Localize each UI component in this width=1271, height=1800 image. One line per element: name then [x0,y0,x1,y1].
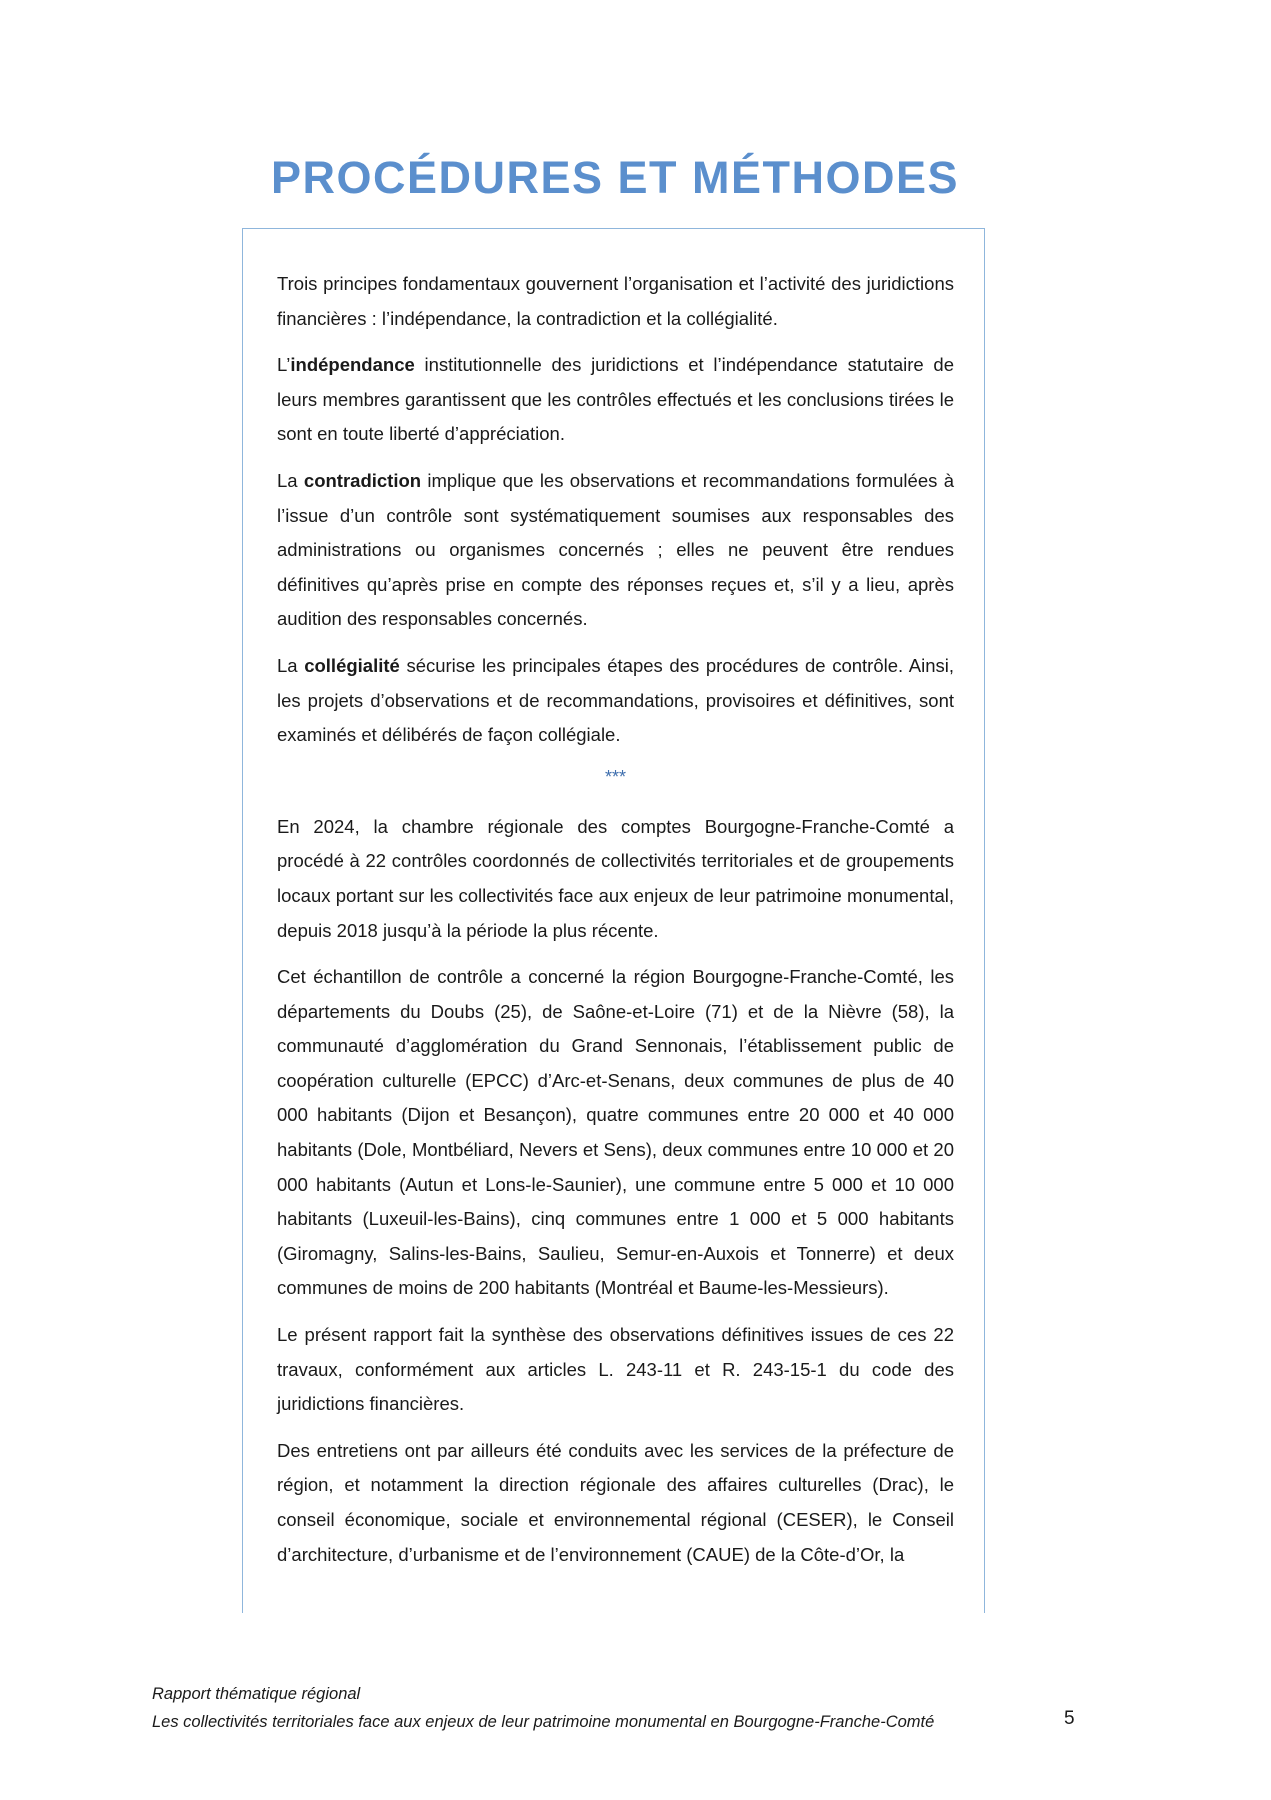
paragraph-sample: Cet échantillon de contrôle a concerné la région Bourgogne-Franche-Comté, les départements du Doubs (25), de Saône-et-Loire (71) et de la Nièvre (58), la communauté d’agglomération du Grand Sennonais, l’établissement public de coopération culturelle (EPCC) d’Arc-et-Senans, deux communes de plus de 40 000 habitants (Dijon et Besançon), quatre communes entre 20 000 et 40 000 habitants (Dole, Montbéliard, Nevers et Sens), deux communes entre 10 000 et 20 000 habitants (Autun et Lons-le-Saunier), une commune entre 5 000 et 10 000 habitants (Luxeuil-les-Bains), cinq communes entre 1 000 et 5 000 habitants (Giromagny, Salins-les-Bains, Saulieu, Semur-en-Auxois et Tonnerre) et deux communes de moins de 200 habitants (Montréal et Baume-les-Messieurs). [277,966,954,1299]
page-number: 5 [1064,1708,1075,1729]
paragraph-principles: Trois principes fondamentaux gouvernent l’organisation et l’activité des juridictions financières : l’indépendance, la contradiction et la collégialité. [277,273,954,329]
paragraph-interviews: Des entretiens ont par ailleurs été conduits avec les services de la préfecture de région, et notamment la direction régionale des affaires culturelles (Drac), le conseil économique, sociale et environnemental régional (CESER), le Conseil d’architecture, d’urbanisme et de l’environnement (CAUE) de la Côte-d’Or, la [277,1439,954,1565]
section-separator: *** [604,766,626,787]
text-fragment: La [277,654,305,676]
footer-report-title: Les collectivités territoriales face aux enjeux de leur patrimoine monumental en Bourgogne-Franche-Comté [152,1713,935,1731]
bold-term-contradiction: contradiction [303,469,422,491]
text-fragment: implique que les observations et recommandations formulées à l’issue d’un contrôle sont systématiquement soumises aux responsables des administrations ou organismes concernés ; elles ne peuvent être rendues définitives qu’après prise en compte des réponses reçues et, s’il y a lieu, après audition des responsables concernés. [277,469,954,630]
paragraph-controls-2024: En 2024, la chambre régionale des comptes Bourgogne-Franche-Comté a procédé à 22 contrôles coordonnés de collectivités territoriales et de groupements locaux portant sur les collectivités face aux enjeux de leur patrimoine monumental, depuis 2018 jusqu’à la période la plus récente. [277,815,954,941]
content-body [277,267,954,1584]
paragraph-synthesis: Le présent rapport fait la synthèse des observations définitives issues de ces 22 travaux, conformément aux articles L. 243-11 et R. 243-15-1 du code des juridictions financières. [277,1324,954,1415]
text-fragment: La [277,469,304,491]
text-fragment: sécurise les principales étapes des procédures de contrôle. Ainsi, les projets d’observations et de recommandations, provisoires et définitives, sont examinés et délibérés de façon collégiale. [277,654,954,746]
page-footer [152,1680,1052,1736]
bold-term-collegialite: collégialité [304,654,400,676]
page-title: PROCÉDURES ET MÉTHODES [270,152,960,203]
paragraph-collegialite [277,649,954,753]
text-fragment: L’ [277,354,291,376]
paragraph-contradiction [277,464,954,637]
bold-term-independance: indépendance [290,354,415,376]
footer-report-type: Rapport thématique régional [152,1685,361,1703]
text-fragment: institutionnelle des juridictions et l’indépendance statutaire de leurs membres garantissent que les contrôles effectués et les conclusions tirées le sont en toute liberté d’appréciation. [277,354,954,445]
paragraph-independance [277,348,954,452]
